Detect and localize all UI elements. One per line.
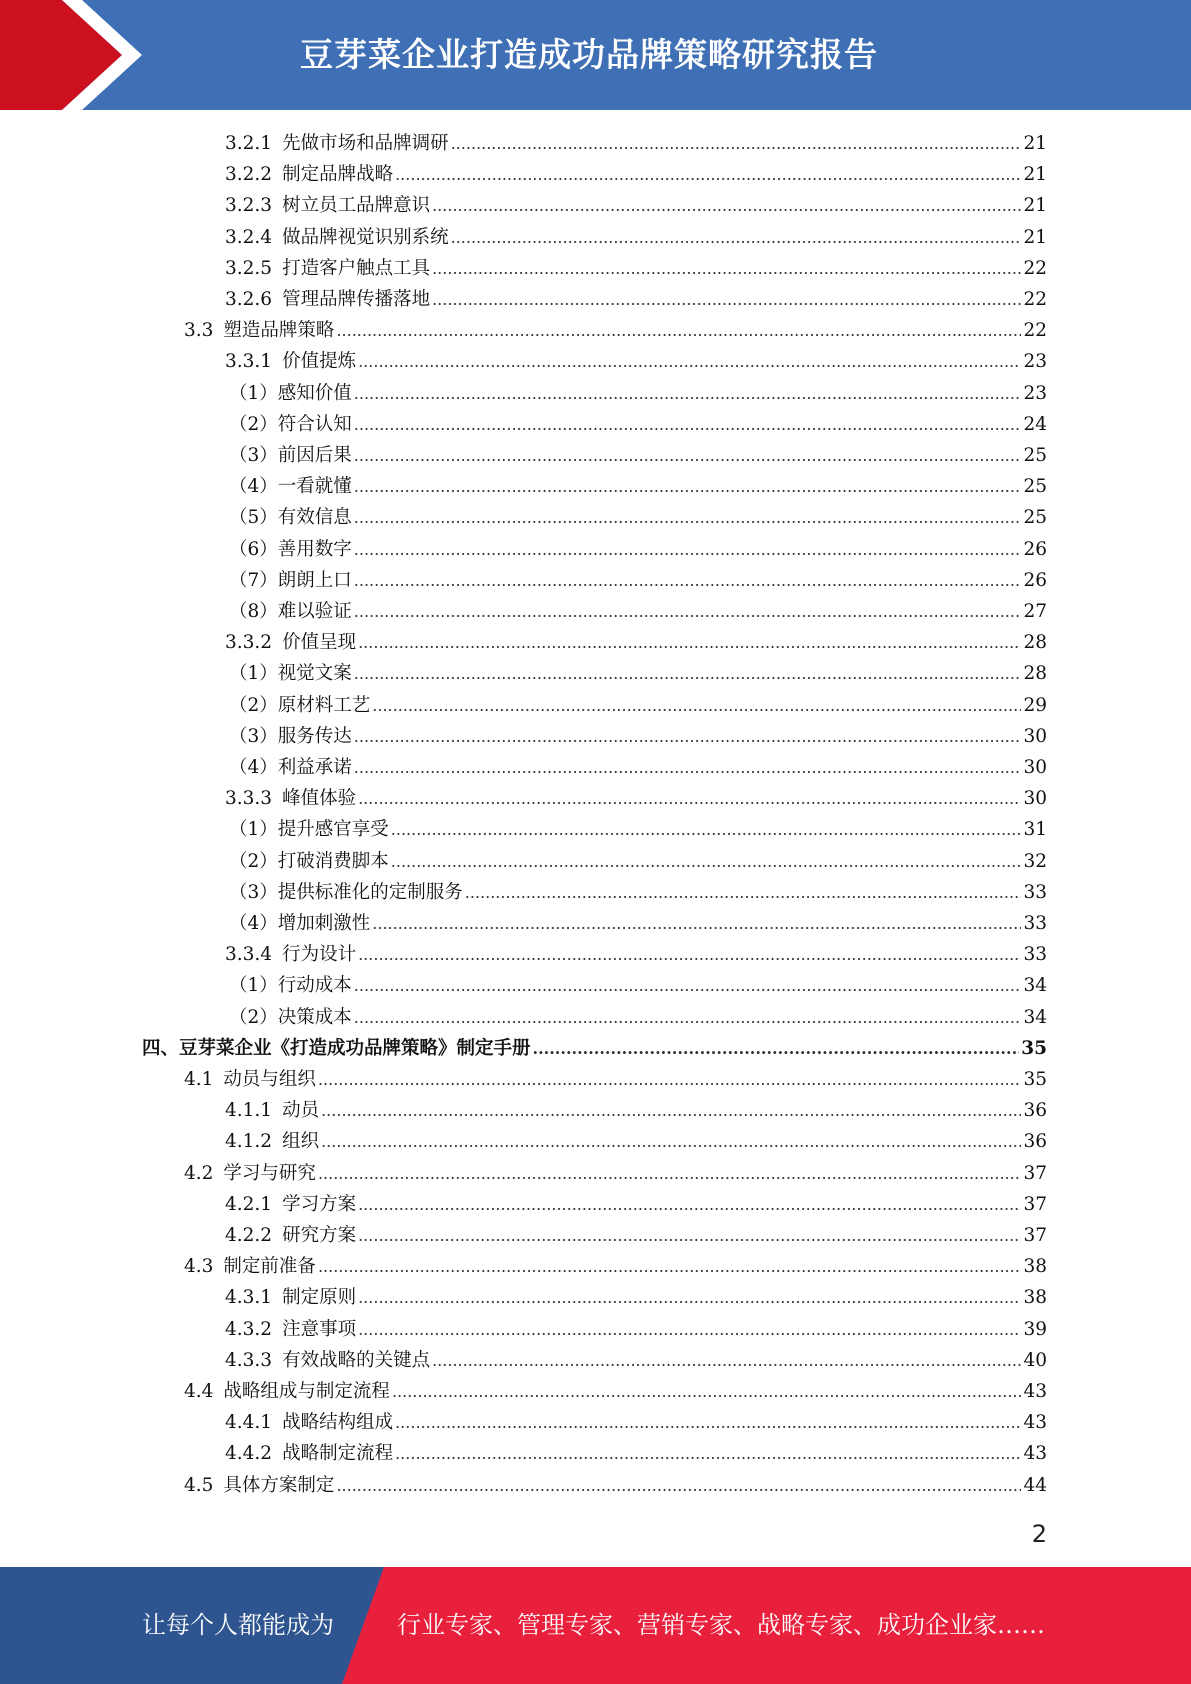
toc-entry[interactable] (229, 596, 1047, 627)
toc-dot-leader (354, 565, 1022, 596)
toc-entry-page: 38 (1023, 1256, 1047, 1278)
toc-dot-leader (358, 1189, 1021, 1220)
toc-entry-page: 21 (1023, 164, 1047, 186)
toc-entry-title: （1）视觉文案 (229, 663, 352, 685)
toc-dot-leader (358, 1314, 1021, 1345)
toc-dot-leader (358, 627, 1021, 658)
toc-dot-leader (358, 939, 1021, 970)
toc-entry-page: 30 (1023, 725, 1047, 747)
toc-entry-title: 行为设计 (282, 944, 357, 966)
toc-entry-number: 4.2.1 (225, 1193, 273, 1215)
toc-entry-title: 价值提炼 (282, 351, 357, 373)
toc-dot-leader (318, 1158, 1022, 1189)
toc-entry[interactable] (225, 1282, 1047, 1313)
toc-dot-leader (432, 284, 1021, 315)
toc-dot-leader (392, 1376, 1022, 1407)
toc-entry[interactable] (225, 128, 1047, 159)
toc-entry-page: 28 (1023, 632, 1047, 654)
toc-entry-title: （1）行动成本 (229, 975, 352, 997)
toc-dot-leader (354, 721, 1022, 752)
toc-entry-number: 3.2.2 (225, 164, 273, 186)
toc-entry[interactable] (184, 1158, 1047, 1189)
toc-entry-title: （8）难以验证 (229, 601, 352, 622)
toc-entry-page: 22 (1023, 289, 1047, 310)
toc-entry-page: 32 (1023, 850, 1047, 872)
toc-entry[interactable] (229, 565, 1047, 596)
toc-entry-page: 22 (1023, 257, 1047, 279)
toc-dot-leader (358, 346, 1021, 377)
toc-entry-page: 25 (1023, 507, 1047, 529)
toc-entry-number: 4.3.1 (225, 1287, 273, 1309)
toc-entry-page: 35 (1021, 1037, 1047, 1059)
toc-entry[interactable] (184, 1470, 1047, 1501)
toc-entry-page: 37 (1023, 1162, 1047, 1184)
toc-dot-leader (336, 1470, 1021, 1501)
toc-entry-page: 21 (1023, 226, 1047, 248)
toc-entry-number: 3.2.1 (225, 133, 273, 154)
toc-dot-leader (395, 1407, 1021, 1438)
toc-dot-leader (354, 534, 1022, 565)
toc-entry[interactable] (229, 970, 1047, 1001)
toc-entry-page: 40 (1023, 1349, 1047, 1371)
toc-entry-page: 36 (1023, 1131, 1047, 1153)
toc-entry-number: 4.3 (184, 1256, 214, 1278)
toc-entry-number: 4.2.2 (225, 1225, 273, 1246)
toc-entry[interactable] (229, 908, 1047, 939)
toc-dot-leader (372, 690, 1021, 721)
toc-entry-title: （1）感知价值 (229, 382, 352, 404)
toc-entry-title: 战略制定流程 (282, 1443, 394, 1465)
toc-entry[interactable] (225, 1314, 1047, 1345)
toc-dot-leader (318, 1064, 1022, 1095)
toc-entry-title: 制定前准备 (223, 1256, 316, 1278)
toc-dot-leader (358, 783, 1021, 814)
toc-entry[interactable] (225, 627, 1047, 658)
toc-entry-number: 3.3.2 (225, 632, 273, 654)
toc-entry-page: 30 (1023, 757, 1047, 778)
toc-entry-title: 树立员工品牌意识 (282, 195, 431, 217)
toc-entry[interactable] (229, 877, 1047, 908)
toc-entry[interactable] (225, 1407, 1047, 1438)
toc-entry[interactable] (225, 1345, 1047, 1376)
toc-dot-leader (391, 846, 1022, 877)
toc-dot-leader (354, 970, 1022, 1001)
toc-dot-leader (395, 159, 1021, 190)
toc-entry-page: 24 (1023, 413, 1047, 435)
toc-dot-leader (391, 814, 1022, 845)
toc-entry-title: （5）有效信息 (229, 507, 352, 529)
toc-entry[interactable] (225, 1126, 1047, 1157)
toc-entry-page: 27 (1023, 601, 1047, 622)
footer-slogan-right: 行业专家、管理专家、营销专家、战略专家、成功企业家…… (397, 1611, 1045, 1639)
toc-entry-number: 3.3 (184, 320, 214, 342)
toc-entry-page: 28 (1023, 663, 1047, 685)
toc-entry-title: （4）利益承诺 (229, 757, 352, 778)
toc-entry[interactable] (229, 534, 1047, 565)
toc-entry-number: 4.5 (184, 1474, 214, 1496)
toc-entry-number: 3.2.4 (225, 226, 273, 248)
toc-entry-page: 34 (1023, 975, 1047, 997)
toc-entry-page: 33 (1023, 913, 1047, 934)
toc-entry-number: 4.1 (184, 1069, 214, 1090)
toc-dot-leader (354, 471, 1022, 502)
toc-dot-leader (354, 378, 1022, 409)
toc-dot-leader (533, 1033, 1020, 1064)
toc-entry[interactable] (225, 1438, 1047, 1469)
toc-entry-page: 34 (1023, 1006, 1047, 1028)
toc-dot-leader (432, 190, 1021, 221)
footer-slogan-left: 让每个人都能成为 (142, 1611, 334, 1639)
toc-entry-page: 25 (1023, 445, 1047, 466)
toc-entry-page: 26 (1023, 538, 1047, 560)
toc-entry-page: 37 (1023, 1193, 1047, 1215)
toc-entry-number: 4.4.1 (225, 1412, 273, 1434)
toc-entry-page: 21 (1023, 195, 1047, 217)
toc-entry-number: 4.1.1 (225, 1100, 273, 1122)
toc-entry-title: 学习方案 (282, 1193, 357, 1215)
toc-entry-page: 36 (1023, 1100, 1047, 1122)
toc-entry[interactable] (229, 721, 1047, 752)
toc-entry[interactable] (229, 1002, 1047, 1033)
toc-entry-title: 战略结构组成 (282, 1412, 394, 1434)
toc-dot-leader (465, 877, 1022, 908)
toc-entry-title: （3）提供标准化的定制服务 (229, 881, 463, 903)
toc-dot-leader (354, 1002, 1022, 1033)
toc-entry[interactable] (184, 1251, 1047, 1282)
toc-entry[interactable] (229, 440, 1047, 471)
toc-entry[interactable] (225, 1220, 1047, 1251)
toc-entry-page: 43 (1023, 1412, 1047, 1434)
toc-entry-number: 4.4 (184, 1381, 214, 1402)
toc-entry-title: （4）增加刺激性 (229, 913, 371, 934)
toc-entry-title: 做品牌视觉识别系统 (282, 226, 449, 248)
toc-entry[interactable] (229, 658, 1047, 689)
toc-entry-title: 动员与组织 (223, 1069, 316, 1090)
toc-entry[interactable] (229, 690, 1047, 721)
toc-entry-title: （3）服务传达 (229, 725, 352, 747)
toc-dot-leader (354, 658, 1022, 689)
report-title: 豆芽菜企业打造成功品牌策略研究报告 (300, 35, 878, 74)
toc-entry[interactable] (184, 1064, 1047, 1095)
page-header (0, 0, 1191, 110)
toc-entry-number: 3.2.6 (225, 289, 273, 310)
toc-entry-title: （7）朗朗上口 (229, 569, 352, 591)
toc-entry-page: 21 (1023, 133, 1047, 154)
toc-entry-title: 具体方案制定 (223, 1474, 335, 1496)
toc-entry-title: 制定品牌战略 (282, 164, 394, 186)
toc-entry-title: 研究方案 (282, 1225, 357, 1246)
toc-entry-page: 29 (1023, 694, 1047, 716)
toc-entry-page: 30 (1023, 788, 1047, 810)
toc-entry-title: 塑造品牌策略 (223, 320, 335, 342)
toc-entry-page: 23 (1023, 351, 1047, 373)
toc-entry-title: 峰值体验 (282, 788, 357, 810)
toc-entry-page: 39 (1023, 1318, 1047, 1340)
header-arrow-decoration (0, 0, 150, 110)
toc-entry-title: 制定原则 (282, 1287, 357, 1309)
toc-entry-page: 37 (1023, 1225, 1047, 1246)
toc-entry[interactable] (225, 783, 1047, 814)
toc-entry-page: 33 (1023, 881, 1047, 903)
toc-entry[interactable] (225, 939, 1047, 970)
toc-entry[interactable] (229, 502, 1047, 533)
toc-entry[interactable] (225, 284, 1047, 315)
toc-entry[interactable] (225, 222, 1047, 253)
toc-entry-number: 4.3.2 (225, 1318, 273, 1340)
toc-dot-leader (358, 1220, 1021, 1251)
toc-entry-page: 43 (1023, 1381, 1047, 1402)
toc-dot-leader (354, 596, 1022, 627)
toc-entry-number: 4.1.2 (225, 1131, 273, 1153)
toc-entry-title: 有效战略的关键点 (282, 1349, 431, 1371)
toc-entry[interactable] (229, 752, 1047, 783)
toc-entry[interactable] (229, 471, 1047, 502)
toc-entry-title: 打造客户触点工具 (282, 257, 431, 279)
page-number: 2 (1031, 1520, 1047, 1548)
toc-entry-page: 23 (1023, 382, 1047, 404)
toc-entry-title: 组织 (282, 1131, 320, 1153)
toc-dot-leader (354, 502, 1022, 533)
toc-entry[interactable] (184, 1376, 1047, 1407)
toc-entry-title: 注意事项 (282, 1318, 357, 1340)
toc-dot-leader (354, 440, 1022, 471)
toc-entry-title: （2）决策成本 (229, 1006, 352, 1028)
toc-entry-page: 31 (1023, 819, 1047, 841)
toc-entry-title: （4）一看就懂 (229, 476, 352, 498)
toc-dot-leader (395, 1438, 1021, 1469)
toc-entry-title: 动员 (282, 1100, 320, 1122)
toc-entry-title: （1）提升感官享受 (229, 819, 389, 841)
toc-entry-title: 管理品牌传播落地 (282, 289, 431, 310)
toc-entry[interactable] (229, 846, 1047, 877)
toc-entry-number: 4.4.2 (225, 1443, 273, 1465)
toc-dot-leader (432, 1345, 1021, 1376)
toc-dot-leader (451, 128, 1022, 159)
toc-entry[interactable] (225, 190, 1047, 221)
toc-dot-leader (321, 1126, 1021, 1157)
toc-entry-page: 26 (1023, 569, 1047, 591)
toc-entry[interactable] (142, 1033, 1047, 1064)
toc-entry-title: （2）符合认知 (229, 413, 352, 435)
toc-dot-leader (336, 315, 1021, 346)
toc-entry-title: 先做市场和品牌调研 (282, 133, 449, 154)
toc-entry[interactable] (229, 378, 1047, 409)
toc-entry-title: （6）善用数字 (229, 538, 352, 560)
toc-entry-number: 3.3.3 (225, 788, 273, 810)
toc-entry[interactable] (225, 253, 1047, 284)
toc-entry[interactable] (229, 814, 1047, 845)
toc-entry-number: 4.3.3 (225, 1349, 273, 1371)
toc-entry[interactable] (225, 346, 1047, 377)
toc-entry-page: 22 (1023, 320, 1047, 342)
toc-dot-leader (451, 222, 1022, 253)
toc-entry-page: 33 (1023, 944, 1047, 966)
toc-entry-number: 3.3.4 (225, 944, 273, 966)
toc-entry-title: （2）原材料工艺 (229, 694, 371, 716)
page-footer (0, 1567, 1191, 1684)
toc-entry-page: 43 (1023, 1443, 1047, 1465)
toc-entry-title: 战略组成与制定流程 (223, 1381, 390, 1402)
toc-entry[interactable] (229, 409, 1047, 440)
toc-dot-leader (432, 253, 1021, 284)
toc-entry-number: 3.3.1 (225, 351, 273, 373)
toc-entry-page: 44 (1023, 1474, 1047, 1496)
toc-entry[interactable] (225, 1189, 1047, 1220)
toc-entry-number: 4.2 (184, 1162, 214, 1184)
toc-entry-title: 四、豆芽菜企业《打造成功品牌策略》制定手册 (142, 1037, 531, 1059)
toc-dot-leader (372, 908, 1021, 939)
toc-entry-page: 25 (1023, 476, 1047, 498)
toc-entry-title: （2）打破消费脚本 (229, 850, 389, 872)
toc-dot-leader (318, 1251, 1022, 1282)
toc-entry-page: 38 (1023, 1287, 1047, 1309)
toc-entry[interactable] (225, 159, 1047, 190)
toc-dot-leader (354, 409, 1022, 440)
toc-entry[interactable] (225, 1095, 1047, 1126)
toc-dot-leader (358, 1282, 1021, 1313)
toc-dot-leader (321, 1095, 1021, 1126)
toc-entry-title: 学习与研究 (223, 1162, 316, 1184)
toc-entry-number: 3.2.5 (225, 257, 273, 279)
toc-entry-number: 3.2.3 (225, 195, 273, 217)
toc-entry-title: 价值呈现 (282, 632, 357, 654)
toc-entry-title: （3）前因后果 (229, 445, 352, 466)
toc-dot-leader (354, 752, 1022, 783)
toc-entry[interactable] (184, 315, 1047, 346)
toc-entry-page: 35 (1023, 1069, 1047, 1090)
